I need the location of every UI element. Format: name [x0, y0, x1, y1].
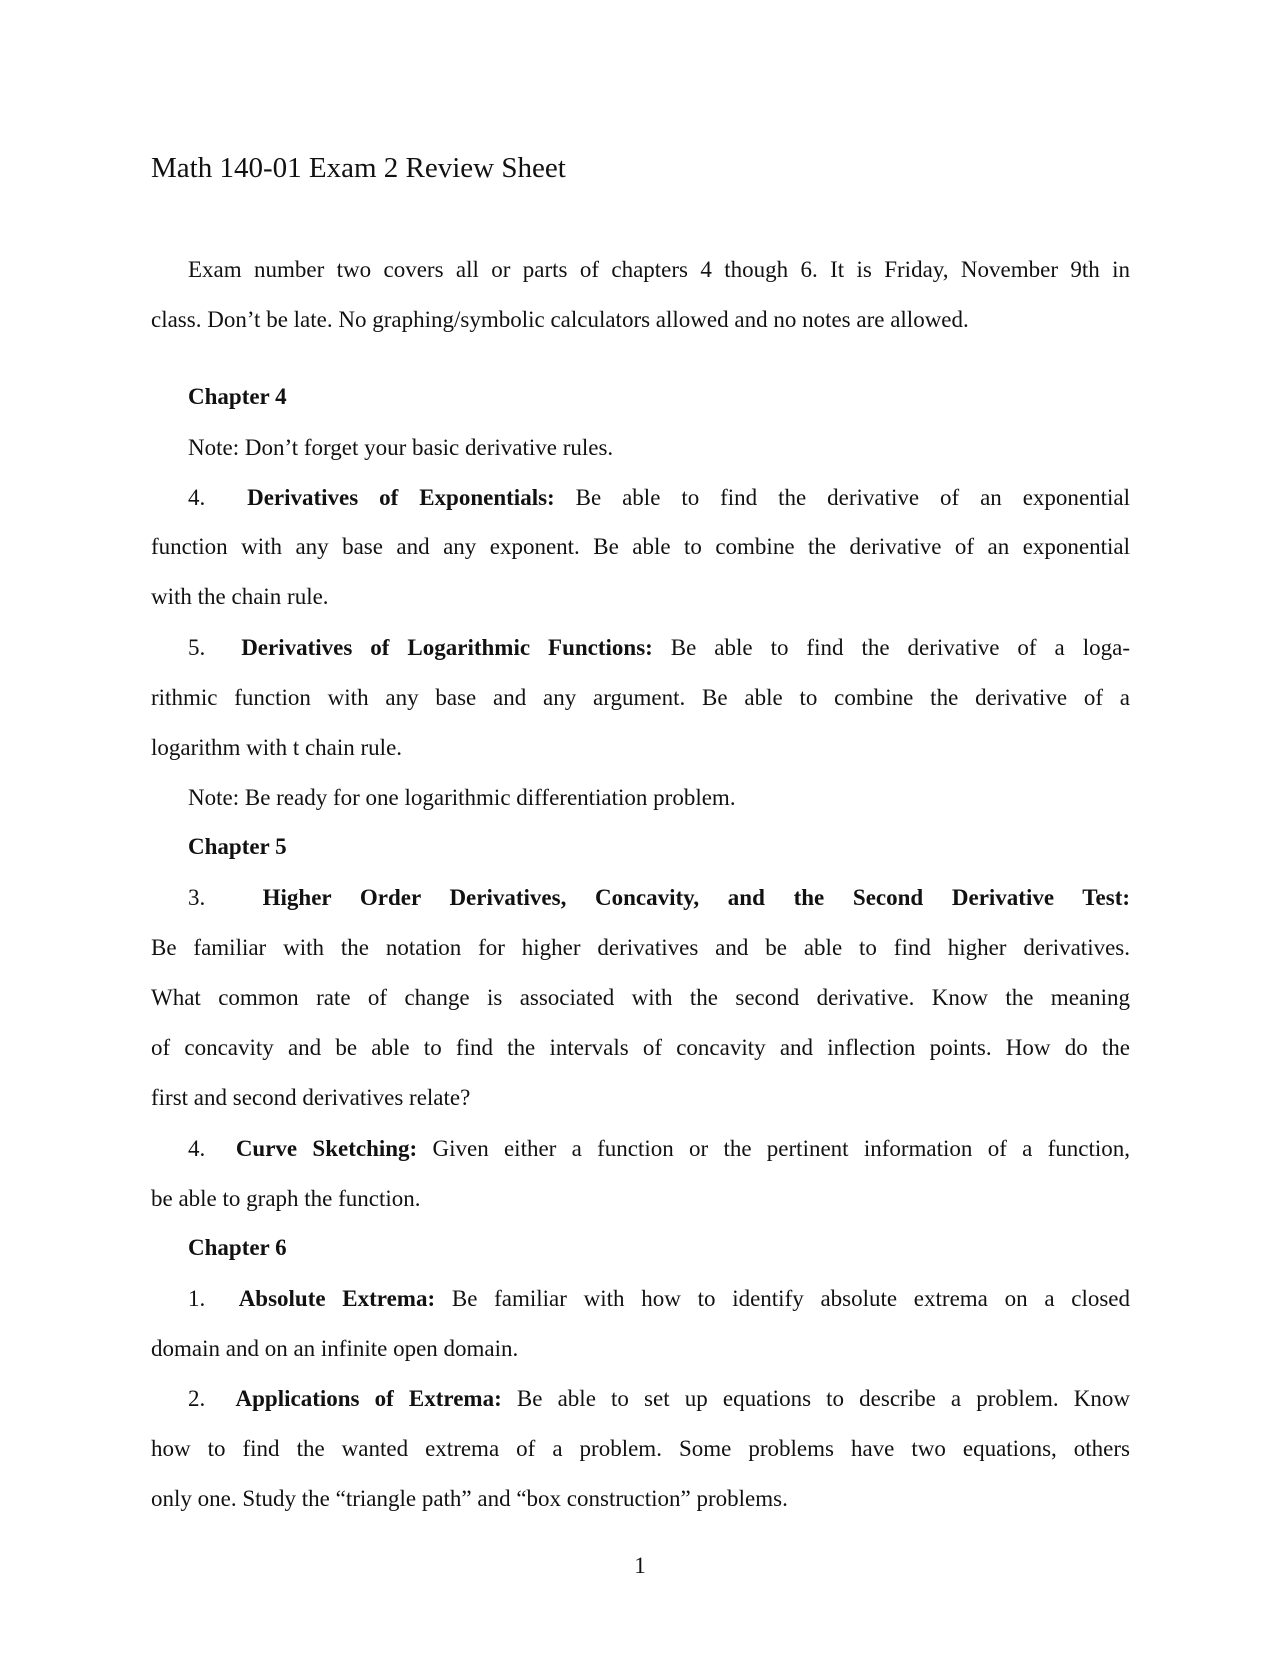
- paragraph-line: class. Don’t be late. No graphing/symbolic calculators allowed and no notes are allowed.: [151, 307, 969, 332]
- item-topic: Applications of Extrema:: [235, 1386, 502, 1411]
- item-topic: Higher Order Derivatives, Concavity, and the Second Derivative Test:: [262, 885, 1131, 910]
- item-number: 4.: [188, 485, 227, 510]
- item-number: 5.: [188, 635, 224, 660]
- item-text: Be able to find the derivative of an exponential: [575, 485, 1131, 510]
- item-number: 2.: [188, 1386, 221, 1411]
- paragraph-line: Note: Don’t forget your basic derivative rules.: [188, 435, 614, 460]
- review-item-line: Be familiar with the notation for higher derivatives and be able to find higher derivatives.: [151, 935, 1130, 960]
- page-number: 1: [634, 1553, 646, 1578]
- review-item-line: with the chain rule.: [151, 584, 329, 609]
- item-topic: Absolute Extrema:: [238, 1286, 436, 1311]
- review-item-line: What common rate of change is associated with the second derivative. Know the meaning: [151, 985, 1130, 1010]
- review-item-line: of concavity and be able to find the intervals of concavity and inflection points. How do the: [151, 1035, 1130, 1060]
- chapter-heading-text: Chapter 5: [188, 834, 287, 859]
- item-topic: Curve Sketching:: [235, 1136, 418, 1161]
- chapter-heading: [188, 372, 1130, 422]
- review-item-line: be able to graph the function.: [151, 1186, 421, 1211]
- chapter-heading-text: Chapter 4: [188, 384, 287, 409]
- item-topic: Derivatives of Logarithmic Functions:: [241, 635, 653, 660]
- review-item-line: domain and on an infinite open domain.: [151, 1336, 519, 1361]
- item-text: Be able to find the derivative of a loga-: [670, 635, 1130, 660]
- page-title: Math 140-01 Exam 2 Review Sheet: [151, 152, 566, 184]
- review-item-line: [188, 623, 1130, 673]
- item-text: Given either a function or the pertinent information of a function,: [432, 1136, 1131, 1161]
- review-item-line: [188, 1274, 1130, 1324]
- item-number: 1.: [188, 1286, 222, 1311]
- chapter-heading: [188, 822, 1130, 872]
- review-item-line: how to find the wanted extrema of a problem. Some problems have two equations, others: [151, 1436, 1130, 1461]
- chapter-heading-text: Chapter 6: [188, 1235, 287, 1260]
- review-item-line: [188, 473, 1130, 523]
- item-text: Be able to set up equations to describe a problem. Know: [516, 1386, 1131, 1411]
- paragraph-line: Exam number two covers all or parts of chapters 4 though 6. It is Friday, November 9th in: [188, 257, 1130, 282]
- item-topic: Derivatives of Exponentials:: [247, 485, 555, 510]
- item-number: 3.: [188, 885, 234, 910]
- review-item-line: [188, 1124, 1130, 1174]
- review-item-line: only one. Study the “triangle path” and “box construction” problems.: [151, 1486, 788, 1511]
- review-item-line: first and second derivatives relate?: [151, 1085, 471, 1110]
- review-item-line: rithmic function with any base and any argument. Be able to combine the derivative of a: [151, 685, 1130, 710]
- item-text: Be familiar with how to identify absolute extrema on a closed: [451, 1286, 1130, 1311]
- review-item-line: [188, 1374, 1130, 1424]
- review-item-line: [188, 873, 1130, 923]
- review-item-line: function with any base and any exponent. Be able to combine the derivative of an exponential: [151, 534, 1130, 559]
- item-number: 4.: [188, 1136, 221, 1161]
- chapter-heading: [188, 1223, 1130, 1273]
- paragraph-line: Note: Be ready for one logarithmic differentiation problem.: [188, 785, 736, 810]
- review-item-line: logarithm with t chain rule.: [151, 735, 403, 760]
